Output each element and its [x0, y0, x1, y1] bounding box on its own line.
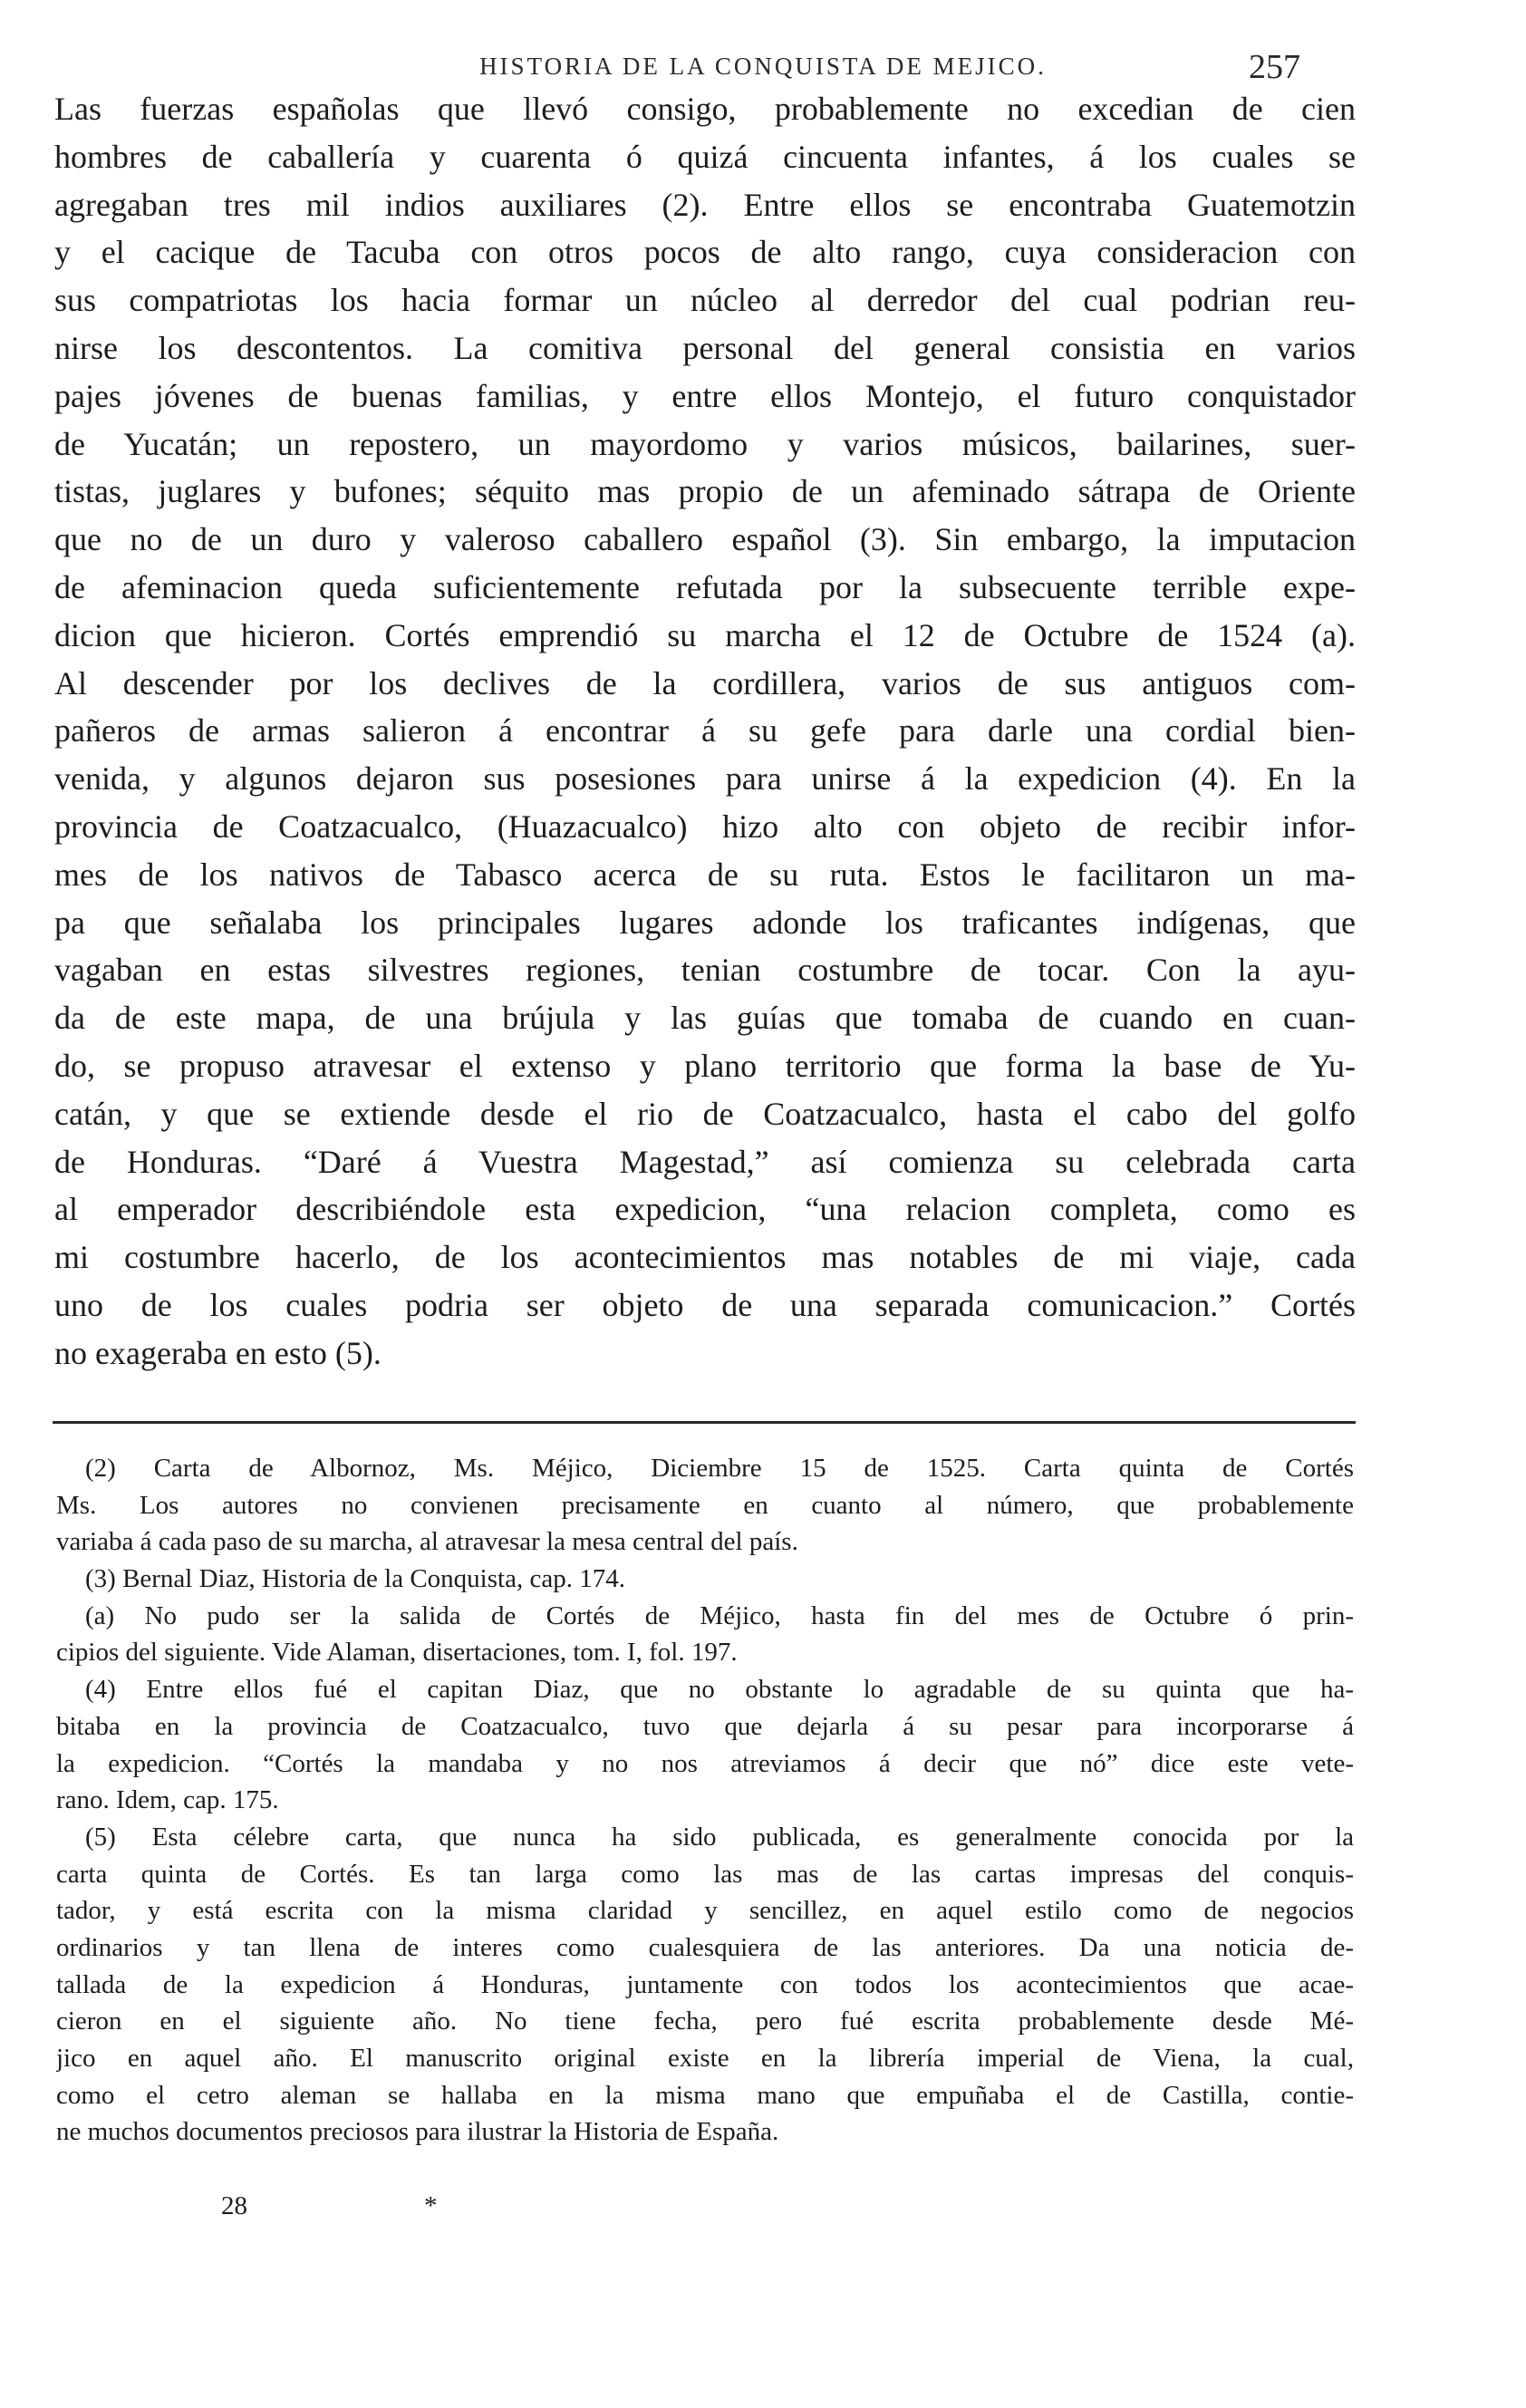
body-line: que no de un duro y valeroso caballero español (3). Sin embargo, la imputacion — [54, 521, 1356, 558]
body-line: mes de los nativos de Tabasco acerca de su ruta. Estos le facilitaron un ma- — [54, 856, 1356, 893]
footnote-line: cipios del siguiente. Vide Alaman, disertaciones, tom. I, fol. 197. — [56, 1638, 738, 1668]
footnote-line: (3) Bernal Diaz, Historia de la Conquista, cap. 174. — [85, 1564, 625, 1594]
body-line: agregaban tres mil indios auxiliares (2). Entre ellos se encontraba Guatemotzin — [54, 186, 1356, 223]
footnote-line: (a) No pudo ser la salida de Cortés de Méjico, hasta fin del mes de Octubre ó prin- — [85, 1600, 1354, 1630]
body-line: vagaban en estas silvestres regiones, tenian costumbre de tocar. Con la ayu- — [54, 952, 1356, 989]
signature-asterisk: * — [424, 2191, 438, 2220]
body-text — [54, 85, 1356, 1378]
signature-number: 28 — [221, 2191, 247, 2220]
footnote-line: tallada de la expedicion á Honduras, juntamente con todos los acontecimientos que acae- — [56, 1969, 1354, 1999]
footnote-line: jico en aquel año. El manuscrito original existe en la librería imperial de Viena, la cual, — [56, 2044, 1354, 2073]
body-line: Las fuerzas españolas que llevó consigo, probablemente no excedian de cien — [54, 91, 1356, 127]
body-line: mi costumbre hacerlo, de los acontecimientos mas notables de mi viaje, cada — [54, 1239, 1356, 1276]
body-line: de Honduras. “Daré á Vuestra Magestad,” así comienza su celebrada carta — [54, 1143, 1356, 1180]
body-line: de Yucatán; un repostero, un mayordomo y varios músicos, bailarines, suer- — [54, 425, 1356, 462]
footnote-line: como el cetro aleman se hallaba en la misma mano que empuñaba el de Castilla, contie- — [56, 2080, 1354, 2110]
body-line: y el cacique de Tacuba con otros pocos de alto rango, cuya consideracion con — [54, 234, 1356, 271]
body-line: dicion que hicieron. Cortés emprendió su marcha el 12 de Octubre de 1524 (a). — [54, 616, 1356, 653]
body-line: do, se propuso atravesar el extenso y plano territorio que forma la base de Yu- — [54, 1047, 1356, 1084]
footnote-line: tador, y está escrita con la misma claridad y sencillez, en aquel estilo como de negocios — [56, 1896, 1354, 1926]
footnote-line: ne muchos documentos preciosos para ilustrar la Historia de España. — [56, 2117, 779, 2147]
footnote-line: rano. Idem, cap. 175. — [56, 1785, 279, 1815]
body-line: provincia de Coatzacualco, (Huazacualco) hizo alto con objeto de recibir infor- — [54, 808, 1356, 845]
header-title: HISTORIA DE LA CONQUISTA DE MEJICO. — [479, 53, 1047, 80]
body-line: pajes jóvenes de buenas familias, y entre ellos Montejo, el futuro conquistador — [54, 377, 1356, 414]
body-line: da de este mapa, de una brújula y las guías que tomaba de cuando en cuan- — [54, 1000, 1356, 1037]
footnote-line: (2) Carta de Albornoz, Ms. Méjico, Diciembre 15 de 1525. Carta quinta de Cortés — [85, 1454, 1354, 1483]
body-line: catán, y que se extiende desde el rio de Coatzacualco, hasta el cabo del golfo — [54, 1095, 1356, 1132]
body-line: pañeros de armas salieron á encontrar á su gefe para darle una cordial bien- — [54, 712, 1356, 749]
footnote-rule — [53, 1421, 1356, 1424]
body-line: tistas, juglares y bufones; séquito mas propio de un afeminado sátrapa de Oriente — [54, 473, 1356, 510]
footnote-line: (4) Entre ellos fué el capitan Diaz, que no obstante lo agradable de su quinta que ha- — [85, 1675, 1354, 1705]
body-line: de afeminacion queda suficientemente refutada por la subsecuente terrible expe- — [54, 568, 1356, 605]
body-line: Al descender por los declives de la cordillera, varios de sus antiguos com- — [54, 664, 1356, 701]
footnote-line: bitaba en la provincia de Coatzacualco, tuvo que dejarla á su pesar para incorporarse á — [56, 1711, 1354, 1741]
footnote-line: variaba á cada paso de su marcha, al atravesar la mesa central del país. — [56, 1527, 798, 1557]
body-line: no exageraba en esto (5). — [54, 1334, 382, 1371]
page-number: 257 — [1249, 48, 1300, 86]
running-head — [0, 48, 1526, 89]
signature-mark — [221, 2191, 493, 2228]
footnote-line: la expedicion. “Cortés la mandaba y no nos atreviamos á decir que nó” dice este vete- — [56, 1748, 1354, 1778]
footnote-line: carta quinta de Cortés. Es tan larga como las mas de las cartas impresas del conquis- — [56, 1859, 1354, 1889]
footnote-line: cieron en el siguiente año. No tiene fecha, pero fué escrita probablemente desde Mé- — [56, 2007, 1354, 2036]
body-line: hombres de caballería y cuarenta ó quizá cincuenta infantes, á los cuales se — [54, 138, 1356, 175]
body-line: uno de los cuales podria ser objeto de una separada comunicacion.” Cortés — [54, 1286, 1356, 1323]
footnote-line: (5) Esta célebre carta, que nunca ha sido publicada, es generalmente conocida por la — [85, 1822, 1354, 1852]
footnotes — [56, 1450, 1354, 2151]
body-line: nirse los descontentos. La comitiva personal del general consistia en varios — [54, 329, 1356, 366]
footnote-line: Ms. Los autores no convienen precisamente en cuanto al número, que probablemente — [56, 1490, 1354, 1520]
body-line: al emperador describiéndole esta expedicion, “una relacion completa, como es — [54, 1191, 1356, 1228]
body-line: sus compatriotas los hacia formar un núcleo al derredor del cual podrian reu- — [54, 282, 1356, 319]
footnote-line: ordinarios y tan llena de interes como cualesquiera de las anteriores. Da una noticia de- — [56, 1932, 1354, 1962]
body-line: pa que señalaba los principales lugares adonde los traficantes indígenas, que — [54, 904, 1356, 941]
body-line: venida, y algunos dejaron sus posesiones para unirse á la expedicion (4). En la — [54, 760, 1356, 798]
